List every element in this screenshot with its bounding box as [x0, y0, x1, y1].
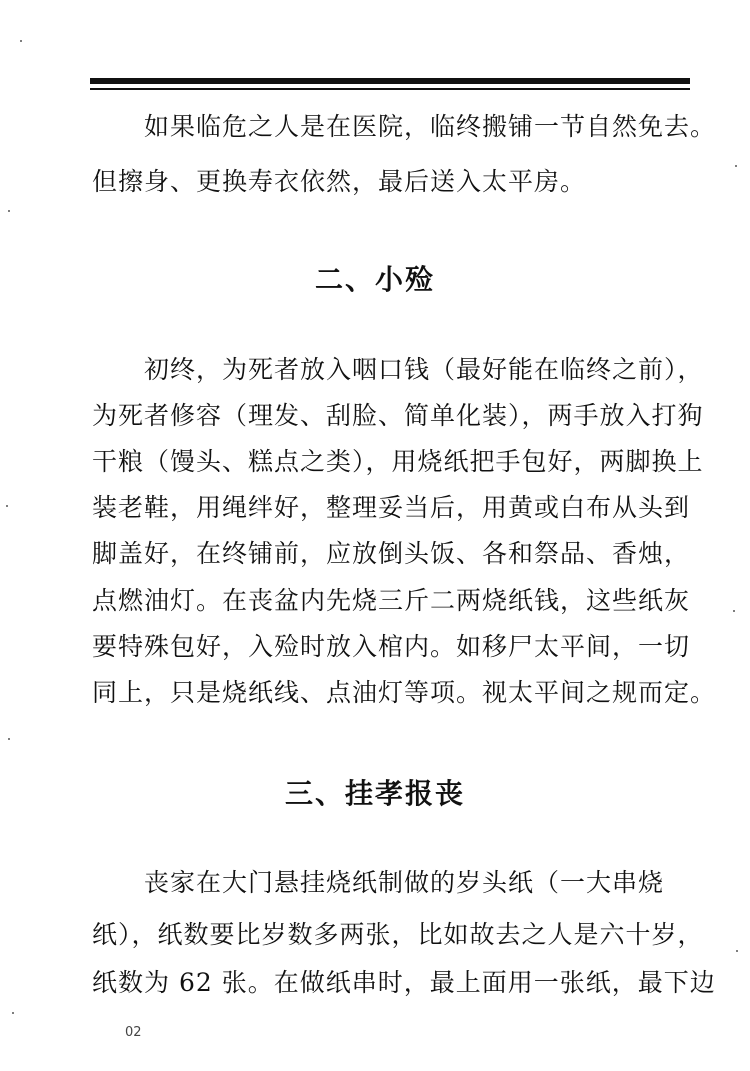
section-2-line-3: 干粮（馒头、糕点之类），用烧纸把手包好，两脚换上: [92, 447, 704, 476]
scan-speck: [20, 40, 22, 42]
scan-speck: [6, 505, 8, 507]
scan-speck: [8, 210, 10, 212]
section-2-line-6: 点燃油灯。在丧盆内先烧三斤二两烧纸钱，这些纸灰: [92, 586, 691, 615]
section-2-heading: 二、小殓: [314, 263, 435, 296]
header-rule-thick: [90, 78, 690, 84]
header-rule-thin: [90, 88, 690, 90]
section-2-line-5: 脚盖好，在终铺前，应放倒头饭、各和祭品、香烛，: [92, 539, 691, 568]
section-2-line-1: 初终，为死者放入咽口钱（最好能在临终之前），: [92, 355, 704, 384]
section-2-line-4: 装老鞋，用绳绊好，整理妥当后，用黄或白布从头到: [92, 493, 691, 522]
scan-speck: [733, 610, 735, 612]
section-2-line-7: 要特殊包好，入殓时放入棺内。如移尸太平间，一切: [92, 632, 691, 661]
intro-line-1: 如果临危之人是在医院，临终搬铺一节自然免去。: [92, 112, 717, 141]
section-3-heading: 三、挂孝报丧: [284, 777, 465, 810]
section-3-line-2: 纸），纸数要比岁数多两张，比如故去之人是六十岁，: [92, 920, 704, 949]
scan-speck: [736, 950, 738, 952]
intro-line-2: 但擦身、更换寿衣依然，最后送入太平房。: [92, 167, 587, 196]
scan-speck: [735, 165, 737, 167]
section-3-line-1: 丧家在大门悬挂烧纸制做的岁头纸（一大串烧: [92, 868, 665, 897]
section-2-line-8: 同上，只是烧纸线、点油灯等项。视太平间之规而定。: [92, 678, 717, 707]
page-number: 02: [125, 1025, 142, 1040]
section-3-line-3: 纸数为 62 张。在做纸串时，最上面用一张纸，最下边: [92, 968, 716, 997]
section-2-line-2: 为死者修容（理发、刮脸、简单化装），两手放入打狗: [92, 401, 704, 430]
scan-speck: [8, 738, 10, 740]
scan-speck: [12, 1012, 14, 1014]
